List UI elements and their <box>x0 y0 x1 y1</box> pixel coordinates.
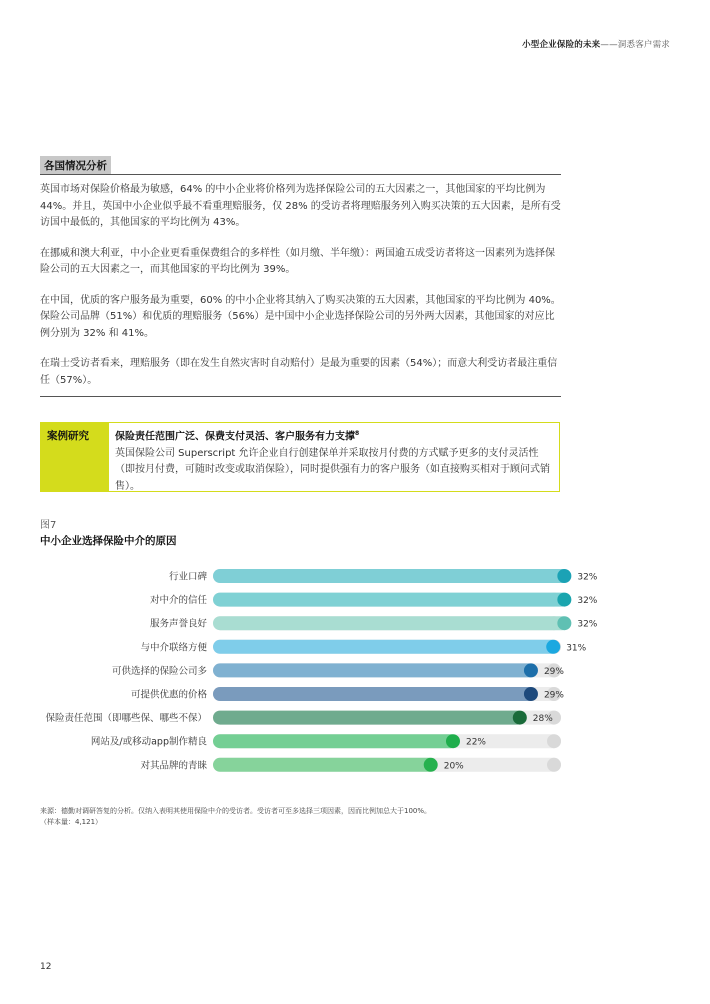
category-label: 与中介联络方便 <box>140 642 207 654</box>
bar <box>213 640 558 654</box>
category-label: 服务声誉良好 <box>149 618 207 630</box>
bar-end-dot <box>446 734 460 748</box>
paragraph-switzerland-italy: 在瑞士受访者看来，理赔服务（即在发生自然灾害时自动赔付）是最为重要的因素（54%）；而意大利受访者最注重信任（57%）。 <box>40 358 558 386</box>
header-title: 小型企业保险的未来 <box>522 40 601 50</box>
bar-end-dot <box>524 687 538 701</box>
category-label: 保险责任范围（即哪些保、哪些不保） <box>45 713 207 725</box>
value-label: 32% <box>577 619 598 630</box>
section-title: 各国情况分析 <box>40 156 111 175</box>
category-label: 可提供优惠的价格 <box>130 689 207 701</box>
footnote-mark: 8 <box>355 430 360 437</box>
value-label: 20% <box>443 761 464 772</box>
bar-end-dot <box>557 593 571 607</box>
category-label: 行业口碑 <box>168 571 207 583</box>
value-label: 29% <box>543 690 564 701</box>
bar-end-dot <box>513 711 527 725</box>
category-label: 对其品牌的青睐 <box>140 760 207 772</box>
running-header <box>522 38 670 50</box>
bar <box>213 663 536 677</box>
bar-end-dot <box>546 640 560 654</box>
value-label: 31% <box>566 643 587 654</box>
value-label: 32% <box>577 572 598 583</box>
paragraph-uk: 英国市场对保险价格最为敏感，64% 的中小企业将价格列为选择保险公司的五大因素之一，其他国家的平均比例为 44%。并且，英国中小企业似乎最不看重理赔服务，仅 28% 的受访者将理赔服务列入购买决策的五大因素，是所有受访国中最低的，其他国家的平均比例为 43%。 <box>40 184 561 228</box>
section-rule-bottom <box>40 396 561 397</box>
bar <box>213 687 536 701</box>
category-label: 对中介的信任 <box>149 595 207 607</box>
bar <box>213 569 569 583</box>
track-end-dot <box>547 734 561 748</box>
source-line: 来源：德勤对调研答复的分析。仅纳入表明其使用保险中介的受访者。受访者可至多选择三项因素，因而比例加总大于100%。 <box>40 807 432 815</box>
bar-end-dot <box>557 569 571 583</box>
bar <box>213 711 525 725</box>
track-end-dot <box>547 758 561 772</box>
sample-size: （样本量：4,121） <box>40 818 103 826</box>
bar <box>213 616 569 630</box>
header-subtitle: ——洞悉客户需求 <box>600 40 670 50</box>
paragraph-china: 在中国，优质的客户服务最为重要，60% 的中小企业将其纳入了购买决策的五大因素，其他国家的平均比例为 40%。保险公司品牌（51%）和优质的理赔服务（56%）是中国中小企业选择保险公司的另外两大因素，其他国家的对应比例分别为 32% 和 41%。 <box>40 294 561 339</box>
paragraph-norway-australia: 在挪威和澳大利亚，中小企业更看重保费组合的多样性（如月缴、半年缴）：两国逾五成受访者将这一因素列为选择保险公司的五大因素之一，而其他国家的平均比例为 39%。 <box>40 247 555 275</box>
value-label: 29% <box>543 666 564 677</box>
value-label: 28% <box>532 714 553 725</box>
figure-number: 图7 <box>40 520 57 531</box>
case-study-content <box>109 423 559 491</box>
bar-end-dot <box>557 616 571 630</box>
bar <box>213 734 458 748</box>
bar-chart <box>0 560 710 786</box>
bar <box>213 593 569 607</box>
bar-end-dot <box>524 663 538 677</box>
source-note <box>40 806 560 828</box>
bar <box>213 758 436 772</box>
bar-end-dot <box>424 758 438 772</box>
category-label: 可供选择的保险公司多 <box>111 665 207 677</box>
section-rule-top <box>40 174 561 175</box>
case-study-title-text: 保险责任范围广泛、保费支付灵活、客户服务有力支撑 <box>115 431 355 443</box>
case-study-title <box>115 426 551 446</box>
case-study-box <box>40 422 560 492</box>
page-number: 12 <box>40 962 52 972</box>
category-label: 网站及/或移动app制作精良 <box>90 736 207 748</box>
case-study-body: 英国保险公司 Superscript 允许企业自行创建保单并采取按月付费的方式赋予更多的支付灵活性（即按月付费，可随时改变或取消保险），同时提供强有力的客户服务（如直接购买相对于顾问式销售）。 <box>115 447 550 492</box>
figure-title: 中小企业选择保险中介的原因 <box>40 535 177 547</box>
section-paragraphs <box>40 182 562 403</box>
value-label: 32% <box>577 596 598 607</box>
value-label: 22% <box>465 737 487 748</box>
case-study-label: 案例研究 <box>41 423 109 491</box>
